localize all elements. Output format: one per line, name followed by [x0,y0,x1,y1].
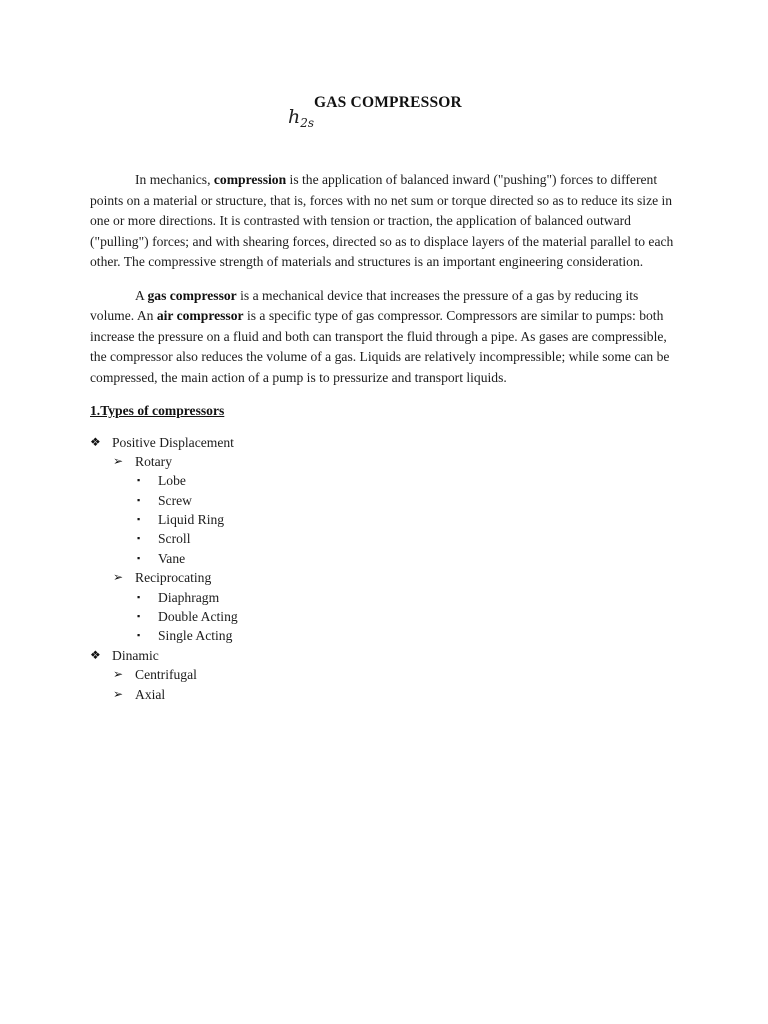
list-item-label: Lobe [158,473,186,489]
arrow-bullet-icon: ➢ [113,453,124,468]
list-item-label: Dinamic [112,647,159,663]
square-bullet-icon: ▪ [137,494,141,505]
list-item-label: Single Acting [158,628,233,644]
diamond-bullet-icon: ❖ [90,647,101,662]
list-item-screw [90,491,680,510]
square-bullet-icon: ▪ [137,514,141,525]
list-item-label: Vane [158,550,186,566]
list-item-lobe [90,471,680,490]
list-item-label: Scroll [158,531,191,547]
list-item-reciprocating [90,568,680,587]
list-item-diaphragm [90,588,680,607]
square-bullet-icon: ▪ [137,475,141,486]
list-item-label: Axial [135,686,166,702]
list-item-scroll [90,529,680,548]
square-bullet-icon: ▪ [137,611,141,622]
paragraph-2-part-1: A [135,287,148,303]
document-body [90,170,680,704]
list-item-label: Diaphragm [158,589,220,605]
list-item-label: Double Acting [158,609,238,625]
term-compression: compression [213,172,287,187]
paragraph-2-part-3: is a specific type of gas compressor. Compressors are similar to pumps: both increase the pressure on a fluid and both can transport the fluid through a pipe. As gases are compressible, the compressor also reduces the volume of a gas. Liquids are relatively incompressible; while some can be compressed, the main action of a pump is to pressurize and transport liquids. [90,308,670,385]
document-title: GAS COMPRESSOR [314,94,462,111]
section-heading-types: 1.Types of compressors [90,403,225,418]
term-gas-compressor: gas compressor [147,287,237,303]
arrow-bullet-icon: ➢ [113,686,124,701]
arrow-bullet-icon: ➢ [113,667,124,682]
list-item-label: Centrifugal [135,667,197,683]
square-bullet-icon: ▪ [137,630,141,641]
list-item-liquid-ring [90,510,680,529]
list-item-label: Positive Displacement [112,434,234,450]
list-item-label: Screw [158,492,192,508]
arrow-bullet-icon: ➢ [113,570,124,585]
paragraph-1-prefix: In mechanics, [135,172,214,187]
compressor-types-list [90,433,680,704]
square-bullet-icon: ▪ [137,591,141,602]
square-bullet-icon: ▪ [137,552,141,563]
list-item-single-acting [90,626,680,645]
list-item-double-acting [90,607,680,626]
math-symbol [288,106,314,130]
list-item-vane [90,549,680,568]
paragraph-gas-compressor [90,286,680,389]
list-item-label: Reciprocating [135,570,212,586]
paragraph-1-text: is the application of balanced inward ("pushing") forces to different points on a material or structure, that is, forces with no net sum or torque directed so as to reduce its size in one or more directions. It is contrasted with tension or traction, the application of balanced outward ("pulling") forces; and with shearing forces, directed so as to displace layers of the material parallel to each other. The compressive strength of materials and structures is an important engineering consideration. [90,172,674,269]
paragraph-compression [90,170,680,273]
square-bullet-icon: ▪ [137,533,141,544]
title-row [0,90,768,130]
list-item-centrifugal [90,665,680,684]
math-symbol-subscript: 2s [300,116,315,130]
list-item-label: Liquid Ring [158,512,225,528]
list-item-rotary [90,452,680,471]
list-item-positive-displacement [90,433,680,452]
math-symbol-base: h [288,106,301,128]
list-item-label: Rotary [135,453,172,469]
diamond-bullet-icon: ❖ [90,434,101,449]
term-air-compressor: air compressor [156,308,244,323]
list-item-dinamic [90,646,680,665]
list-item-axial [90,685,680,704]
paragraph-2-part-2: is a mechanical device that increases the pressure of a gas by reducing its volume. An [90,287,639,323]
